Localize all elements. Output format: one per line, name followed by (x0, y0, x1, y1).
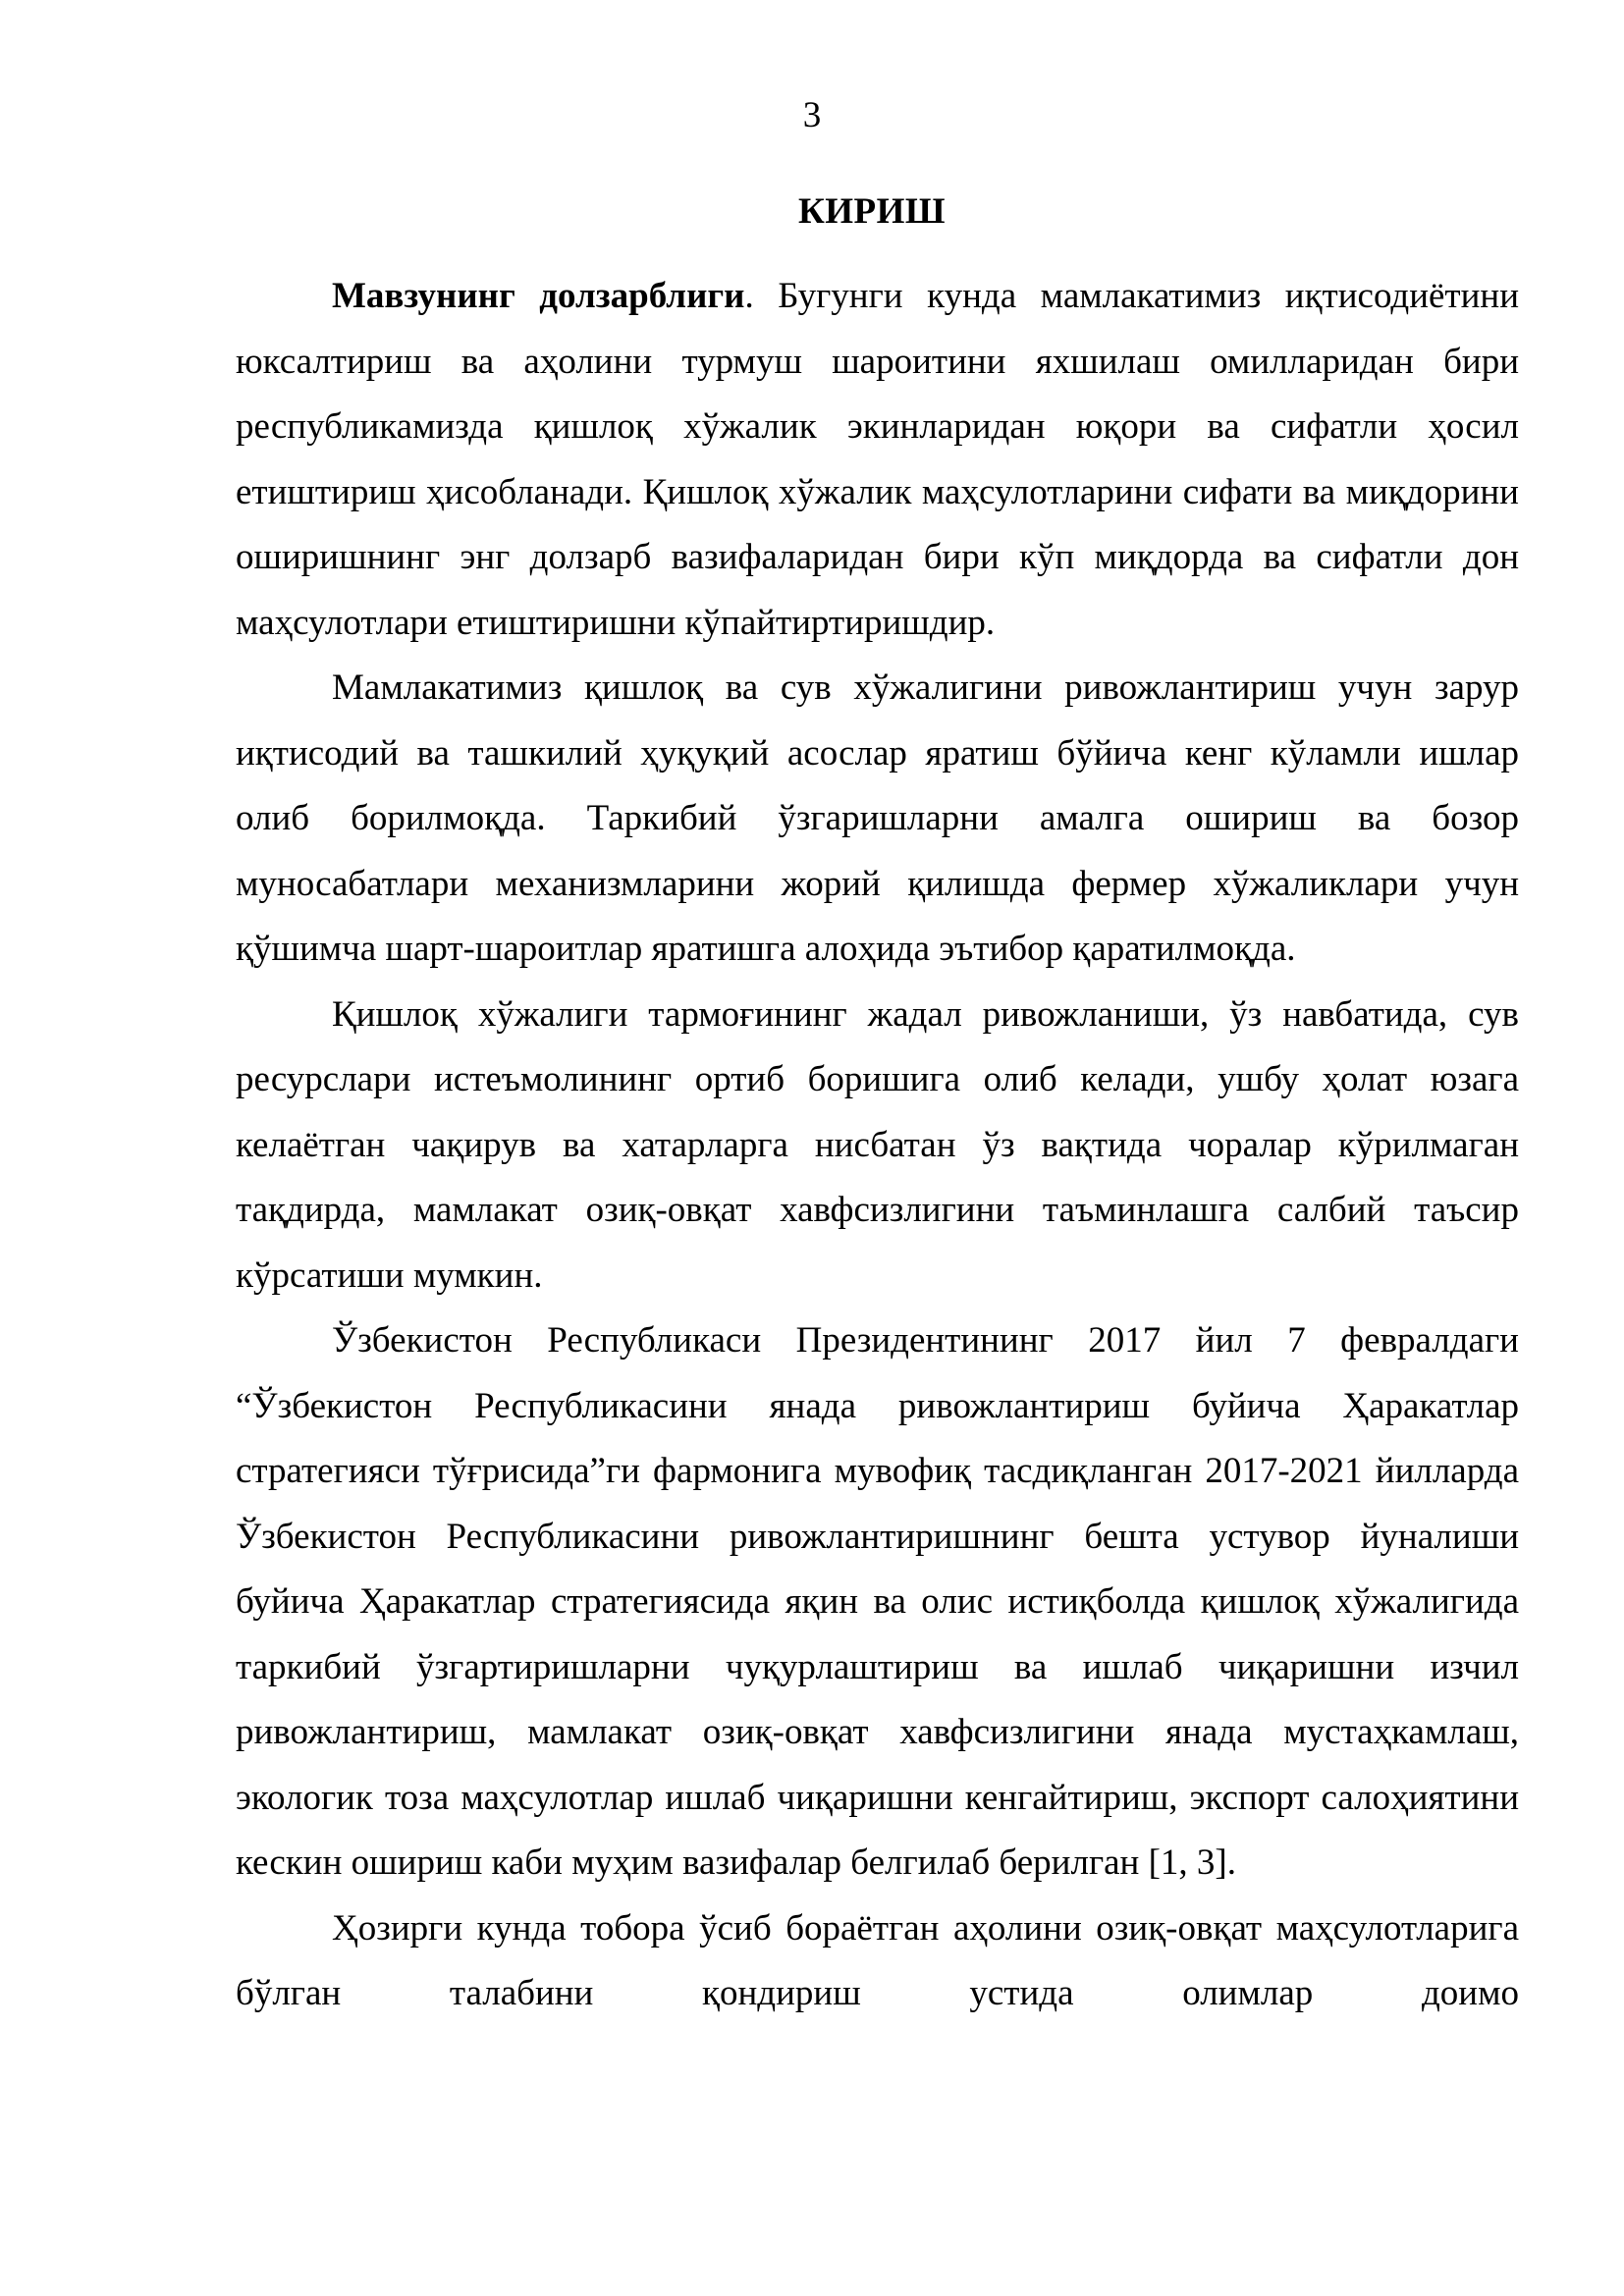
section-heading: КИРИШ (797, 191, 947, 232)
paragraph-text: . Бугунги кунда мамлакатимиз иқтисодиётини юксалтириш ва аҳолини турмуш шароитини яхшилаш омилларидан бири республикамизда қишлоқ хўжалик экинларидан юқори ва сифатли ҳосил етиштириш ҳисобланади. Қишлоқ хўжалик маҳсулотларини сифати ва миқдорини оширишнинг энг долзарб вазифаларидан бири кўп миқдорда ва сифатли дон маҳсулотлари етиштиришни кўпайтиртиришдир. (236, 276, 1519, 643)
paragraph-food-demand: Ҳозирги кунда тобора ўсиб бораётган аҳолини озиқ-овқат маҳсулотларига бўлган талабини қондириш устида олимлар доимо (236, 1907, 1519, 2013)
paragraph-water-management: Мамлакатимиз қишлоқ ва сув хўжалигини ривожлантириш учун зарур иқтисодий ва ташкилий ҳуқуқий асослар яратиш бўйича кенг кўламли ишлар олиб борилмоқда. Таркибий ўзгаришларни амалга ошириш ва бозор муносабатлари механизмларини жорий қилишда фермер хўжаликлари учун қўшимча шарт-шароитлар яратишга алоҳида эътибор қаратилмоқда. (236, 667, 1519, 969)
page-number: 3 (802, 95, 822, 135)
paragraph-water-resources: Қишлоқ хўжалиги тармоғининг жадал ривожланиши, ўз навбатида, сув ресурслари истеъмолининг ортиб боришига олиб келади, ушбу ҳолат юзага келаётган чақирув ва хатарларга нисбатан ўз вақтида чоралар кўрилмаган тақдирда, мамлакат озиқ-овқат хавфсизлигини таъминлашга салбий таъсир кўрсатиши мумкин. (236, 993, 1519, 1296)
paragraph-strategy: Ўзбекистон Республикаси Президентининг 2017 йил 7 февралдаги “Ўзбекистон Республикасини янада ривожлантириш буйича Ҳаракатлар стратегияси тўғрисида”ги фармонига мувофиқ тасдиқланган 2017-2021 йилларда Ўзбекистон Республикасини ривожлантиришнинг бешта устувор йуналиши буйича Ҳаракатлар стратегиясида яқин ва олис истиқболда қишлоқ хўжалигида таркибий ўзгартиришларни чуқурлаштириш ва ишлаб чиқаришни изчил ривожлантириш, мамлакат озиқ-овқат хавфсизлигини янада мустаҳкамлаш, экологик тоза маҳсулотлар ишлаб чиқаришни кенгайтириш, экспорт салоҳиятини кескин ошириш каби муҳим вазифалар белгилаб берилган [1, 3]. (236, 1320, 1519, 1883)
paragraph-lead: Мавзунинг долзарблиги (332, 276, 745, 316)
paragraph-relevance (236, 264, 1519, 656)
document-body (236, 264, 1519, 2027)
